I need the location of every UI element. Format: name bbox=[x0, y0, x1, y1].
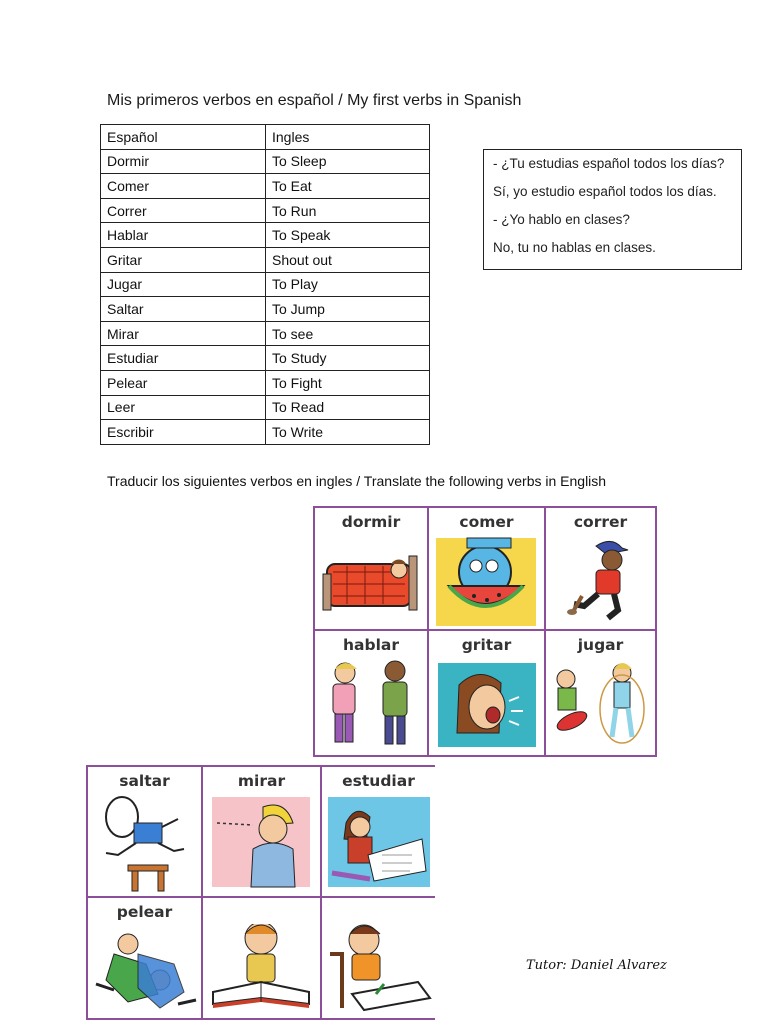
picture-card-saltar bbox=[88, 767, 201, 896]
dialog-box bbox=[483, 149, 742, 270]
table-cell-english: To Write bbox=[266, 420, 430, 445]
table-cell-spanish: Saltar bbox=[101, 297, 266, 322]
sleeping-person-icon bbox=[315, 534, 427, 628]
table-row bbox=[101, 198, 430, 223]
eating-watermelon-icon bbox=[429, 534, 544, 628]
page-title: Mis primeros verbos en español / My first verbs in Spanish bbox=[107, 92, 522, 109]
card-label: pelear bbox=[116, 903, 173, 921]
tutor-signature: Tutor: Daniel Alvarez bbox=[526, 958, 667, 973]
table-cell-english: To Study bbox=[266, 346, 430, 371]
table-cell-english: To Eat bbox=[266, 174, 430, 199]
table-cell-english: Shout out bbox=[266, 247, 430, 272]
picture-card-hablar bbox=[315, 631, 427, 755]
table-cell-spanish: Mirar bbox=[101, 321, 266, 346]
picture-card-escribir bbox=[322, 898, 435, 1018]
card-label: correr bbox=[573, 513, 628, 531]
card-label: saltar bbox=[119, 772, 170, 790]
studying-girl-icon bbox=[322, 793, 435, 896]
picture-card-correr bbox=[546, 508, 655, 629]
table-row bbox=[101, 247, 430, 272]
looking-child-icon bbox=[203, 793, 320, 896]
table-cell-english: To Play bbox=[266, 272, 430, 297]
table-cell-spanish: Escribir bbox=[101, 420, 266, 445]
table-row bbox=[101, 149, 430, 174]
table-cell-english: To Run bbox=[266, 198, 430, 223]
picture-grid-lower bbox=[86, 765, 435, 1020]
table-cell-english: To Sleep bbox=[266, 149, 430, 174]
table-row bbox=[101, 321, 430, 346]
dialog-line: Sí, yo estudio español todos los días. bbox=[493, 184, 717, 199]
table-cell-english: To Fight bbox=[266, 370, 430, 395]
table-row bbox=[101, 346, 430, 371]
table-cell-spanish: Estudiar bbox=[101, 346, 266, 371]
dialog-line: - ¿Tu estudias español todos los días? bbox=[493, 156, 725, 171]
table-row bbox=[101, 174, 430, 199]
dialog-line: No, tu no hablas en clases. bbox=[493, 240, 656, 255]
card-label: comer bbox=[459, 513, 514, 531]
picture-grid-upper bbox=[313, 506, 657, 757]
instruction-text: Traducir los siguientes verbos en ingles / Translate the following verbs in English bbox=[107, 473, 607, 489]
table-row bbox=[101, 297, 430, 322]
jumping-figure-icon bbox=[88, 793, 201, 896]
vocabulary-table bbox=[100, 124, 430, 445]
card-label: mirar bbox=[237, 772, 286, 790]
table-cell-english: To Speak bbox=[266, 223, 430, 248]
picture-card-pelear bbox=[88, 898, 201, 1018]
table-cell-spanish: Comer bbox=[101, 174, 266, 199]
playing-kids-icon bbox=[546, 657, 655, 754]
picture-card-estudiar bbox=[322, 767, 435, 896]
table-row bbox=[101, 223, 430, 248]
picture-card-leer bbox=[203, 898, 320, 1018]
card-label: hablar bbox=[342, 636, 399, 654]
card-label: estudiar bbox=[342, 772, 415, 790]
table-cell-spanish: Hablar bbox=[101, 223, 266, 248]
table-row bbox=[101, 420, 430, 445]
picture-card-mirar bbox=[203, 767, 320, 896]
shouting-woman-icon bbox=[429, 657, 544, 754]
running-boy-icon bbox=[546, 534, 655, 628]
table-cell-spanish: Leer bbox=[101, 395, 266, 420]
picture-card-gritar bbox=[429, 631, 544, 755]
table-header-row bbox=[101, 125, 430, 150]
talking-kids-icon bbox=[315, 657, 427, 754]
table-cell-spanish: Dormir bbox=[101, 149, 266, 174]
header-cell-spanish: Español bbox=[101, 125, 266, 150]
table-row bbox=[101, 272, 430, 297]
picture-card-dormir bbox=[315, 508, 427, 629]
table-cell-spanish: Correr bbox=[101, 198, 266, 223]
table-cell-english: To see bbox=[266, 321, 430, 346]
header-cell-english: Ingles bbox=[266, 125, 430, 150]
card-label: gritar bbox=[461, 636, 512, 654]
picture-card-jugar bbox=[546, 631, 655, 755]
table-cell-spanish: Jugar bbox=[101, 272, 266, 297]
table-row bbox=[101, 370, 430, 395]
picture-card-comer bbox=[429, 508, 544, 629]
fighting-kids-icon bbox=[88, 924, 201, 1018]
dialog-line: - ¿Yo hablo en clases? bbox=[493, 212, 630, 227]
card-label: jugar bbox=[577, 636, 624, 654]
table-cell-spanish: Pelear bbox=[101, 370, 266, 395]
table-row bbox=[101, 395, 430, 420]
writing-boy-icon bbox=[322, 924, 435, 1018]
table-cell-spanish: Gritar bbox=[101, 247, 266, 272]
reading-boy-icon bbox=[203, 924, 320, 1018]
table-cell-english: To Read bbox=[266, 395, 430, 420]
card-label: dormir bbox=[341, 513, 401, 531]
table-cell-english: To Jump bbox=[266, 297, 430, 322]
